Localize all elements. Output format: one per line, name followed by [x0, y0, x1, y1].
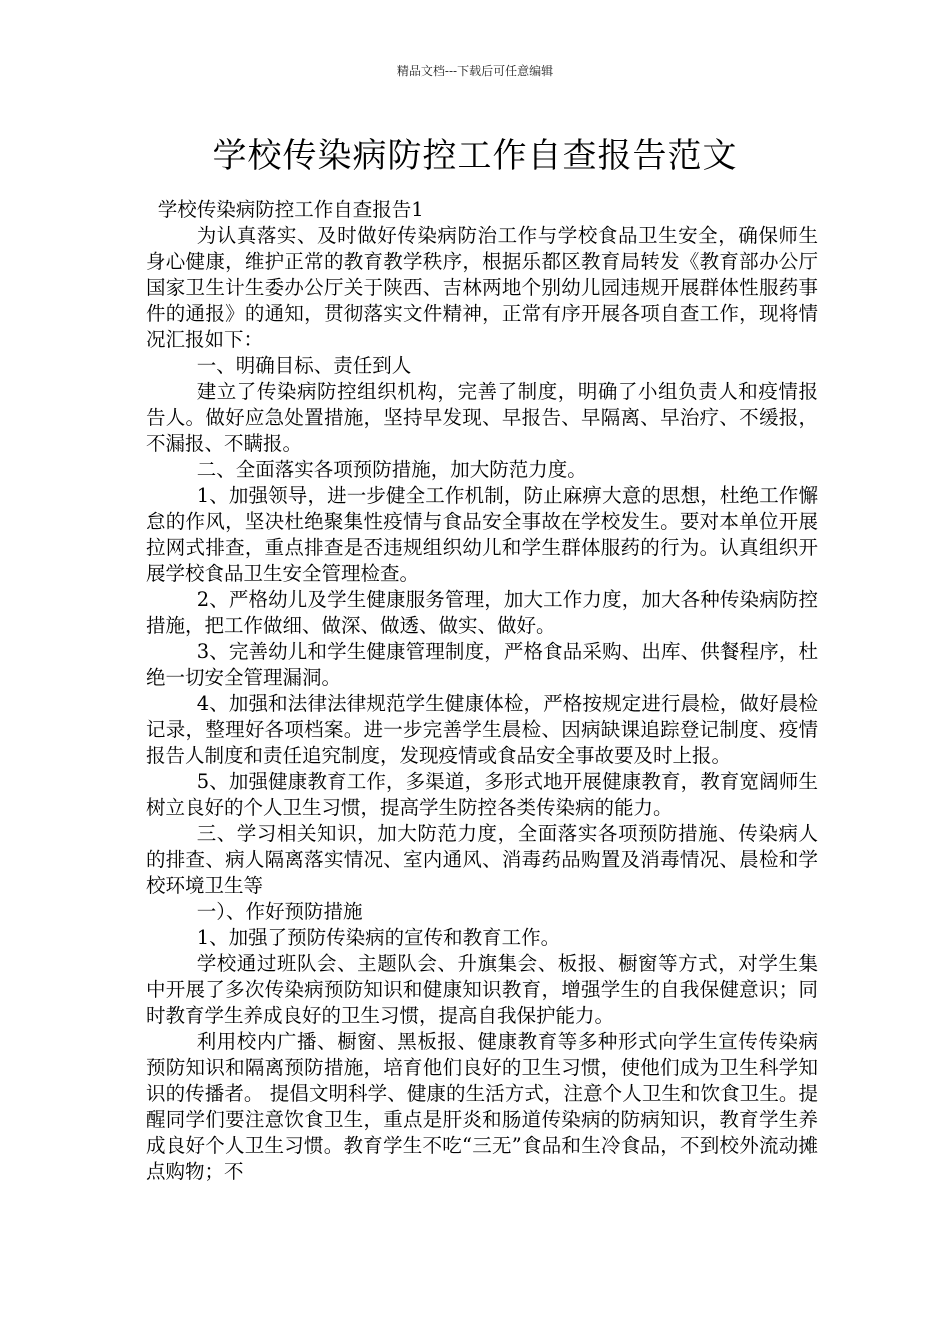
section-heading-3: 三、学习相关知识，加大防范力度，全面落实各项预防措施、传染病人的排查、病人隔离落实情况、室内通风、消毒药品购置及消毒情况、晨检和学校环境卫生等	[146, 822, 818, 897]
header-note: 精品文档---下载后可任意编辑	[396, 64, 554, 78]
section-heading-2: 二、全面落实各项预防措施，加大防范力度。	[196, 458, 587, 481]
section-heading-1: 一、明确目标、责任到人	[196, 354, 412, 377]
paragraph: 学校通过班队会、主题队会、升旗集会、板报、橱窗等方式，对学生集中开展了多次传染病预防知识和健康知识教育，增强学生的自我保健意识；同时教育学生养成良好的卫生习惯，提高自我保护能力。	[146, 952, 818, 1027]
list-item: 3、完善幼儿和学生健康管理制度，严格食品采购、出库、供餐程序，杜绝一切安全管理漏洞。	[146, 640, 818, 689]
subsection-heading: 一）、作好预防措施	[196, 900, 363, 923]
list-item: 1、加强领导，进一步健全工作机制，防止麻痹大意的思想，杜绝工作懈怠的作风，坚决杜绝聚集性疫情与食品安全事故在学校发生。要对本单位开展拉网式排查，重点排查是否违规组织幼儿和学生群体服药的行为。认真组织开展学校食品卫生安全管理检查。	[146, 484, 818, 585]
paragraph: 建立了传染病防控组织机构，完善了制度，明确了小组负责人和疫情报告人。做好应急处置措施，坚持早发现、早报告、早隔离、早治疗、不缓报，不漏报、不瞒报。	[146, 380, 818, 455]
list-item: 4、加强和法律法律规范学生健康体检，严格按规定进行晨检，做好晨检记录，整理好各项档案。进一步完善学生晨检、因病缺课追踪登记制度、疫情报告人制度和责任追究制度，发现疫情或食品安全事故要及时上报。	[146, 692, 818, 767]
document-title: 学校传染病防控工作自查报告范文	[212, 136, 738, 176]
paragraph-intro: 为认真落实、及时做好传染病防治工作与学校食品卫生安全，确保师生身心健康，维护正常的教育教学秩序，根据乐都区教育局转发《教育部办公厅国家卫生计生委办公厅关于陕西、吉林两地个别幼儿园违规开展群体性服药事件的通报》的通知，贯彻落实文件精神，正常有序开展各项自查工作，现将情况汇报如下：	[146, 224, 818, 351]
list-item: 2、严格幼儿及学生健康服务管理，加大工作力度，加大各种传染病防控措施，把工作做细、做深、做透、做实、做好。	[146, 588, 818, 637]
document-body	[146, 197, 818, 1185]
paragraph: 利用校内广播、橱窗、黑板报、健康教育等多种形式向学生宣传传染病预防知识和隔离预防措施，培育他们良好的卫生习惯，使他们成为卫生科学知识的传播者。 提倡文明科学、健康的生活方式，注意个人卫生和饮食卫生。提醒同学们要注意饮食卫生，重点是肝炎和肠道传染病的防病知识，教育学生养成良好个人卫生习惯。教育学生不吃“三无”食品和生冷食品，不到校外流动摊点购物；不	[146, 1030, 818, 1183]
report-subtitle: 学校传染病防控工作自查报告1	[157, 198, 424, 221]
list-item: 5、加强健康教育工作，多渠道，多形式地开展健康教育，教育宽阔师生树立良好的个人卫生习惯，提高学生防控各类传染病的能力。	[146, 770, 818, 819]
list-item: 1、加强了预防传染病的宣传和教育工作。	[196, 926, 561, 949]
